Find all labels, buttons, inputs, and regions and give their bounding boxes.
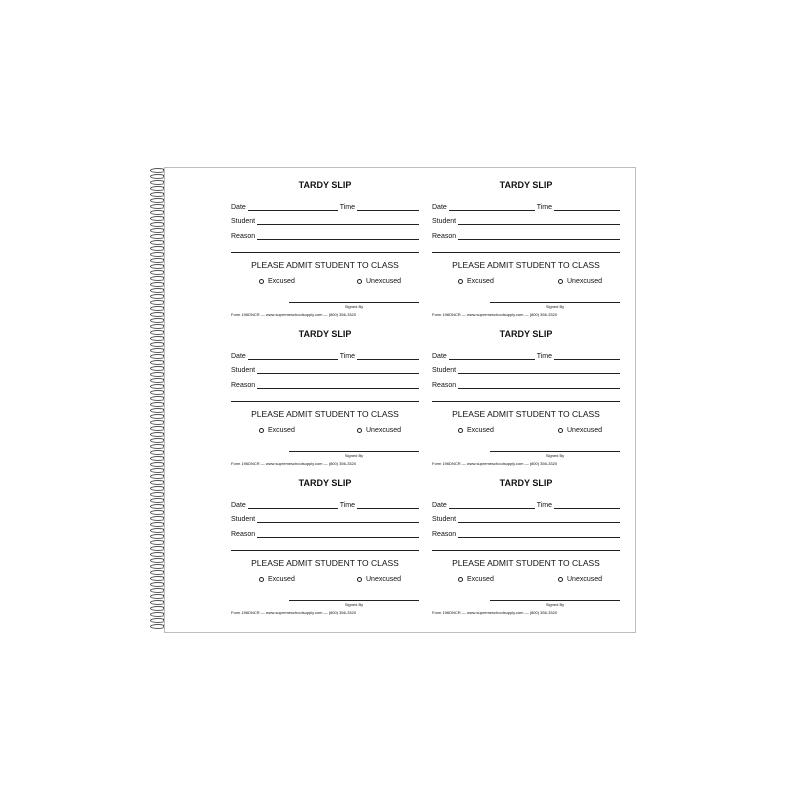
unexcused-option[interactable]: [558, 278, 602, 285]
student-label: Student: [432, 367, 457, 374]
reason-extra-line: [432, 550, 620, 551]
unexcused-option[interactable]: [558, 576, 602, 583]
signed-by-label: Signed By: [344, 602, 364, 607]
reason-extra-line: [231, 401, 419, 402]
student-label: Student: [432, 516, 457, 523]
tardy-slip: [231, 317, 419, 466]
form-footer: Form 196DNCR — www.supremeschoolsupply.com — (800) 356-3320: [231, 610, 357, 615]
form-footer: Form 196DNCR — www.supremeschoolsupply.com — (800) 356-3320: [432, 461, 558, 466]
tardy-slip: [231, 466, 419, 615]
radio-circle-icon[interactable]: [259, 279, 264, 284]
date-field[interactable]: [449, 209, 535, 211]
admit-text: PLEASE ADMIT STUDENT TO CLASS: [452, 260, 600, 270]
student-label: Student: [231, 218, 256, 225]
excused-label: Excused: [268, 427, 295, 434]
reason-extra-line: [432, 401, 620, 402]
date-field[interactable]: [248, 507, 338, 509]
reason-row: [432, 529, 620, 539]
student-field[interactable]: [257, 372, 419, 374]
reason-row: [231, 231, 419, 241]
excused-option[interactable]: [458, 427, 494, 434]
unexcused-label: Unexcused: [366, 576, 402, 583]
signature-line[interactable]: [490, 302, 620, 303]
unexcused-label: Unexcused: [567, 427, 603, 434]
time-label: Time: [536, 502, 552, 509]
time-field[interactable]: [554, 507, 620, 509]
excused-label: Excused: [268, 278, 295, 285]
date-label: Date: [432, 353, 447, 360]
admit-text: PLEASE ADMIT STUDENT TO CLASS: [251, 558, 399, 568]
date-time-row: [432, 500, 620, 510]
tardy-slip-sheet: [164, 167, 636, 633]
time-field[interactable]: [357, 209, 419, 211]
radio-circle-icon[interactable]: [259, 428, 264, 433]
student-field[interactable]: [257, 521, 419, 523]
reason-label: Reason: [231, 382, 256, 389]
student-row: [432, 365, 620, 375]
signature-line[interactable]: [289, 302, 419, 303]
excused-option[interactable]: [259, 427, 295, 434]
date-label: Date: [231, 502, 246, 509]
reason-label: Reason: [432, 382, 457, 389]
admit-text: PLEASE ADMIT STUDENT TO CLASS: [452, 409, 600, 419]
date-time-row: [432, 351, 620, 361]
excused-option[interactable]: [259, 576, 295, 583]
time-label: Time: [339, 502, 355, 509]
slip-title: TARDY SLIP: [499, 478, 553, 488]
excused-option[interactable]: [259, 278, 295, 285]
unexcused-label: Unexcused: [366, 278, 402, 285]
unexcused-option[interactable]: [357, 576, 401, 583]
student-label: Student: [231, 367, 256, 374]
slip-title: TARDY SLIP: [499, 329, 553, 339]
date-time-row: [231, 202, 419, 212]
student-label: Student: [231, 516, 256, 523]
reason-field[interactable]: [257, 387, 419, 389]
signed-by-label: Signed By: [545, 453, 565, 458]
time-field[interactable]: [357, 507, 419, 509]
radio-circle-icon[interactable]: [458, 279, 463, 284]
time-label: Time: [536, 353, 552, 360]
unexcused-option[interactable]: [357, 427, 401, 434]
form-footer: Form 196DNCR — www.supremeschoolsupply.com — (800) 356-3320: [231, 312, 357, 317]
reason-extra-line: [432, 252, 620, 253]
student-label: Student: [432, 218, 457, 225]
signed-by-label: Signed By: [344, 304, 364, 309]
reason-field[interactable]: [458, 387, 620, 389]
form-footer: Form 196DNCR — www.supremeschoolsupply.com — (800) 356-3320: [432, 312, 558, 317]
admit-text: PLEASE ADMIT STUDENT TO CLASS: [452, 558, 600, 568]
reason-field[interactable]: [458, 238, 620, 240]
tardy-slip: [231, 168, 419, 317]
time-field[interactable]: [554, 358, 620, 360]
signed-by-label: Signed By: [344, 453, 364, 458]
reason-field[interactable]: [458, 536, 620, 538]
date-field[interactable]: [449, 507, 535, 509]
signature-line[interactable]: [289, 600, 419, 601]
signed-by-label: Signed By: [545, 304, 565, 309]
excused-label: Excused: [467, 427, 494, 434]
reason-row: [231, 529, 419, 539]
signature-line[interactable]: [490, 451, 620, 452]
unexcused-label: Unexcused: [567, 576, 603, 583]
slip-title: TARDY SLIP: [298, 329, 352, 339]
unexcused-label: Unexcused: [366, 427, 402, 434]
reason-field[interactable]: [257, 536, 419, 538]
date-label: Date: [231, 204, 246, 211]
form-footer: Form 196DNCR — www.supremeschoolsupply.com — (800) 356-3320: [432, 610, 558, 615]
date-field[interactable]: [248, 209, 338, 211]
student-field[interactable]: [458, 521, 620, 523]
admit-text: PLEASE ADMIT STUDENT TO CLASS: [251, 260, 399, 270]
unexcused-label: Unexcused: [567, 278, 603, 285]
radio-circle-icon[interactable]: [357, 279, 362, 284]
admit-text: PLEASE ADMIT STUDENT TO CLASS: [251, 409, 399, 419]
excused-label: Excused: [467, 576, 494, 583]
radio-circle-icon[interactable]: [558, 577, 563, 582]
signed-by-label: Signed By: [545, 602, 565, 607]
reason-row: [231, 380, 419, 390]
student-field[interactable]: [257, 223, 419, 225]
reason-row: [432, 231, 620, 241]
student-field[interactable]: [458, 372, 620, 374]
signature-line[interactable]: [490, 600, 620, 601]
slip-title: TARDY SLIP: [298, 180, 352, 190]
date-field[interactable]: [449, 358, 535, 360]
excused-label: Excused: [268, 576, 295, 583]
radio-circle-icon[interactable]: [357, 428, 362, 433]
reason-label: Reason: [231, 531, 256, 538]
date-time-row: [432, 202, 620, 212]
date-time-row: [231, 500, 419, 510]
radio-circle-icon[interactable]: [558, 279, 563, 284]
student-row: [231, 514, 419, 524]
time-field[interactable]: [357, 358, 419, 360]
excused-label: Excused: [467, 278, 494, 285]
time-label: Time: [339, 204, 355, 211]
student-row: [432, 514, 620, 524]
time-label: Time: [339, 353, 355, 360]
time-field[interactable]: [554, 209, 620, 211]
radio-circle-icon[interactable]: [458, 577, 463, 582]
student-field[interactable]: [458, 223, 620, 225]
radio-circle-icon[interactable]: [558, 428, 563, 433]
date-field[interactable]: [248, 358, 338, 360]
date-time-row: [231, 351, 419, 361]
signature-line[interactable]: [289, 451, 419, 452]
date-label: Date: [432, 502, 447, 509]
form-footer: Form 196DNCR — www.supremeschoolsupply.com — (800) 356-3320: [231, 461, 357, 466]
student-row: [231, 365, 419, 375]
unexcused-option[interactable]: [357, 278, 401, 285]
reason-row: [432, 380, 620, 390]
date-label: Date: [432, 204, 447, 211]
reason-extra-line: [231, 550, 419, 551]
radio-circle-icon[interactable]: [259, 577, 264, 582]
unexcused-option[interactable]: [558, 427, 602, 434]
time-label: Time: [536, 204, 552, 211]
student-row: [432, 216, 620, 226]
slip-title: TARDY SLIP: [499, 180, 553, 190]
tardy-slip: [432, 317, 620, 466]
radio-circle-icon[interactable]: [357, 577, 362, 582]
student-row: [231, 216, 419, 226]
tardy-slip: [432, 466, 620, 615]
slip-title: TARDY SLIP: [298, 478, 352, 488]
reason-label: Reason: [231, 233, 256, 240]
reason-label: Reason: [432, 531, 457, 538]
excused-option[interactable]: [458, 278, 494, 285]
reason-label: Reason: [432, 233, 457, 240]
radio-circle-icon[interactable]: [458, 428, 463, 433]
date-label: Date: [231, 353, 246, 360]
tardy-slip: [432, 168, 620, 317]
reason-extra-line: [231, 252, 419, 253]
reason-field[interactable]: [257, 238, 419, 240]
excused-option[interactable]: [458, 576, 494, 583]
